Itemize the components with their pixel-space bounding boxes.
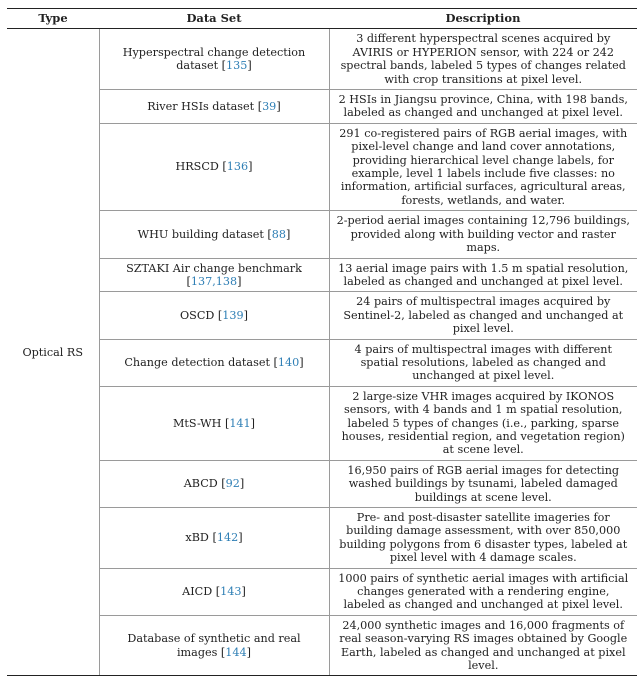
table-header — [7, 9, 637, 29]
dataset-name-cell: Change detection dataset [140] — [99, 339, 329, 386]
citation-link[interactable]: 39 — [262, 99, 277, 113]
citation-link[interactable]: 136 — [226, 160, 249, 174]
description-cell: 2 large-size VHR images acquired by IKONOS sensors, with 4 bands and 1 m spatial resolution, labeled 5 types of changes (i.e., parking, sparse houses, residential region, and vegetation region) at scene level. — [329, 386, 637, 460]
table-row — [7, 568, 637, 615]
header-type: Type — [7, 9, 99, 29]
datasets-table — [7, 8, 637, 676]
dataset-name: xBD — [185, 531, 209, 545]
description-cell: 4 pairs of multispectral images with different spatial resolutions, labeled as changed and unchanged at pixel level. — [329, 339, 637, 386]
dataset-name-cell: SZTAKI Air change benchmark [137,138] — [99, 258, 329, 292]
dataset-name: HRSCD — [175, 160, 219, 174]
dataset-name-cell: HRSCD [136] — [99, 123, 329, 210]
table-row — [7, 211, 637, 258]
dataset-name: WHU building dataset — [137, 227, 264, 241]
dataset-name: ABCD — [183, 477, 218, 491]
dataset-name: River HSIs dataset — [147, 99, 255, 113]
description-cell: 2 HSIs in Jiangsu province, China, with 198 bands, labeled as changed and unchanged at pixel level. — [329, 90, 637, 124]
citation-link[interactable]: 144 — [225, 645, 247, 659]
dataset-name-cell: xBD [142] — [99, 508, 329, 569]
table-row — [7, 292, 637, 339]
dataset-name: Hyperspectral change detection dataset — [122, 45, 306, 73]
dataset-name-cell: AICD [143] — [99, 568, 329, 615]
citation-link[interactable]: 140 — [277, 355, 300, 369]
citation-link[interactable]: 139 — [222, 308, 244, 322]
dataset-name-cell: MtS-WH [141] — [99, 386, 329, 460]
table-row — [7, 615, 637, 676]
citation-link[interactable]: 142 — [216, 531, 239, 545]
citation-link[interactable]: 143 — [220, 585, 242, 599]
table-row — [7, 508, 637, 569]
dataset-name-cell: OSCD [139] — [99, 292, 329, 339]
citation-link[interactable]: 135 — [226, 59, 248, 73]
description-cell: 24 pairs of multispectral images acquired by Sentinel-2, labeled as changed and unchanged at pixel level. — [329, 292, 637, 339]
table-body — [7, 29, 637, 676]
description-cell: 2-period aerial images containing 12,796 buildings, provided along with building vector and raster maps. — [329, 211, 637, 258]
dataset-name: AICD — [182, 585, 213, 599]
dataset-name: MtS-WH — [172, 416, 222, 430]
citation-link[interactable]: 92 — [225, 477, 240, 491]
dataset-name: Database of synthetic and real images — [127, 632, 301, 659]
description-cell: 13 aerial image pairs with 1.5 m spatial resolution, labeled as changed and unchanged at pixel level. — [329, 258, 637, 292]
description-cell: 291 co-registered pairs of RGB aerial images, with pixel-level change and land cover annotations, providing hierarchical level change labels, for example, level 1 labels include five classes: no information, artificial surfaces, agricultural areas, forests, wetlands, and water. — [329, 123, 637, 210]
table-row — [7, 386, 637, 460]
table-row — [7, 90, 637, 124]
dataset-name: OSCD — [179, 308, 215, 322]
table-row — [7, 123, 637, 210]
dataset-name-cell: Database of synthetic and real images [144] — [99, 615, 329, 676]
citation-link[interactable]: 137,138 — [190, 274, 238, 288]
dataset-name-cell: WHU building dataset [88] — [99, 211, 329, 258]
table-row — [7, 258, 637, 292]
table-row — [7, 29, 637, 90]
dataset-name-cell: River HSIs dataset [39] — [99, 90, 329, 124]
dataset-name-cell: ABCD [92] — [99, 460, 329, 507]
description-cell: 24,000 synthetic images and 16,000 fragments of real season-varying RS images obtained by Google Earth, labeled as changed and unchanged at pixel level. — [329, 615, 637, 676]
citation-link[interactable]: 88 — [271, 227, 287, 241]
description-cell: 16,950 pairs of RGB aerial images for detecting washed buildings by tsunami, labeled damaged buildings at scene level. — [329, 460, 637, 507]
header-dataset: Data Set — [99, 9, 329, 29]
dataset-name: SZTAKI Air change benchmark — [126, 261, 302, 275]
description-cell: Pre- and post-disaster satellite imageries for building damage assessment, with over 850,000 building polygons from 6 disaster types, labeled at pixel level with 4 damage scales. — [329, 508, 637, 569]
description-cell: 3 different hyperspectral scenes acquired by AVIRIS or HYPERION sensor, with 224 or 242 spectral bands, labeled 5 types of changes related with crop transitions at pixel level. — [329, 29, 637, 90]
description-cell: 1000 pairs of synthetic aerial images with artificial changes generated with a rendering engine, labeled as changed and unchanged at pixel level. — [329, 568, 637, 615]
type-cell: Optical RS — [7, 29, 99, 676]
dataset-name-cell: Hyperspectral change detection dataset [135] — [99, 29, 329, 90]
dataset-name: Change detection dataset — [124, 355, 270, 369]
table-row — [7, 339, 637, 386]
citation-link[interactable]: 141 — [229, 416, 251, 430]
table-row — [7, 460, 637, 507]
header-description: Description — [329, 9, 637, 29]
